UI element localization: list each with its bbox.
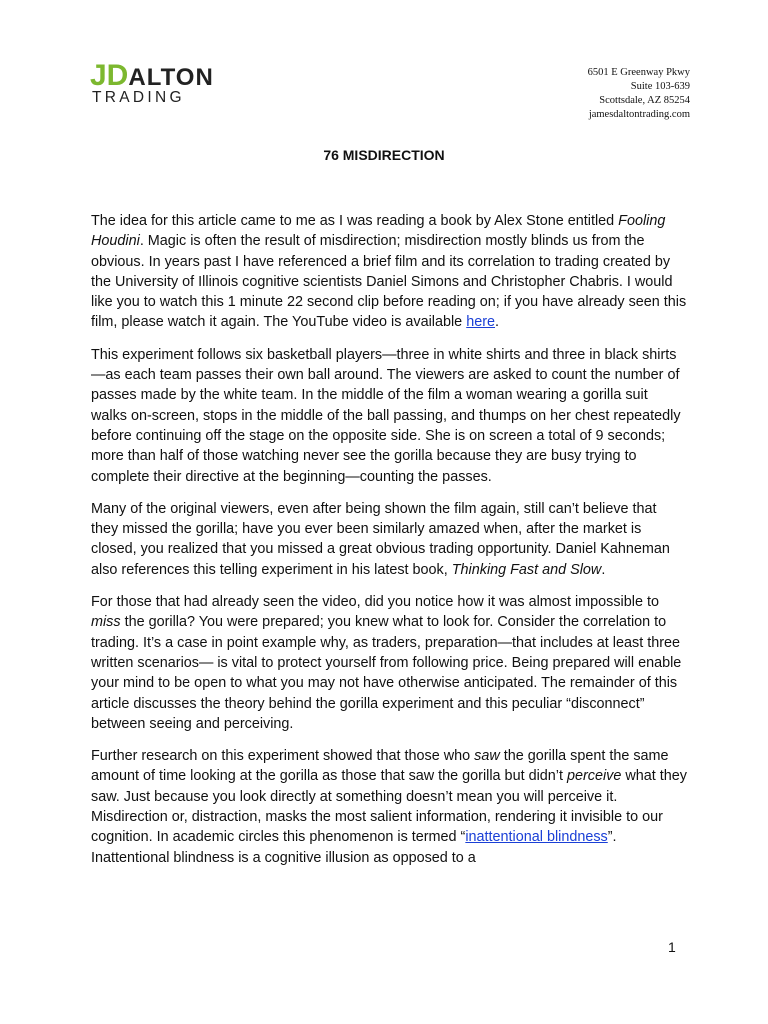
logo-trading: TRADING <box>92 89 185 106</box>
article-title: 76 MISDIRECTION <box>323 147 445 163</box>
address-line-suite: Suite 103-639 <box>630 81 690 92</box>
logo-wordmark <box>90 59 214 92</box>
text-segment: the gorilla? You were prepared; you knew what to look for. Consider the correlation to trading. It’s a case in point example why, as traders, preparation—that includes at least three written scenarios— is vital to protect yourself from following price. Being prepared will enable your mind to be open to what you may not have otherwise anticipated. The remainder of this article discusses the theory behind the gorilla experiment and this peculiar “disconnect” between seeing and perceiving. <box>91 614 682 732</box>
text-segment: ”. Inattentional blindness is a cognitive illusion as opposed to a <box>91 829 617 866</box>
text-segment: . <box>601 561 606 578</box>
paragraph <box>91 345 687 487</box>
address-line-city: Scottsdale, AZ 85254 <box>599 95 690 106</box>
inline-link[interactable]: here <box>466 314 496 331</box>
text-segment: the gorilla spent the same amount of time looking at the gorilla as those that saw the gorilla but didn’t <box>91 748 669 785</box>
company-address <box>588 66 690 122</box>
text-segment: Further research on this experiment showed that those who <box>91 748 475 765</box>
text-segment: what they saw. Just because you look directly at something doesn’t mean you will perceive it. Misdirection or, distraction, masks the most salient information, rendering it invisible to our cognition. In academic circles this phenomenon is termed “ <box>91 768 687 846</box>
page-number: 1 <box>668 939 676 955</box>
text-segment: For those that had already seen the video, did you notice how it was almost impossible to <box>91 594 659 611</box>
logo-jd: JD <box>90 59 129 92</box>
text-segment: Many of the original viewers, even after being shown the film again, still can’t believe that they missed the gorilla; have you ever been similarly amazed when, after the market is closed, you realized that you missed a great obvious trading opportunity. Daniel Kahneman also references this telling experiment in his latest book, <box>91 500 670 578</box>
paragraph <box>91 592 687 734</box>
italic-text: saw <box>474 748 500 765</box>
text-segment: The idea for this article came to me as I was reading a book by Alex Stone entitled <box>91 213 619 229</box>
article-body <box>91 211 687 880</box>
inline-link[interactable]: inattentional blindness <box>465 829 608 846</box>
italic-text: Thinking Fast and Slow <box>451 561 602 578</box>
italic-text: Fooling Houdini <box>91 213 666 250</box>
text-segment: . <box>495 314 500 331</box>
logo-alton: ALTON <box>128 64 214 91</box>
address-line-street: 6501 E Greenway Pkwy <box>587 67 690 78</box>
company-logo <box>90 59 230 110</box>
italic-text: perceive <box>566 768 622 785</box>
text-segment: This experiment follows six basketball players—three in white shirts and three in black shirts—as each team passes their own ball around. The viewers are asked to count the number of passes made by the white team. In the middle of the film a woman wearing a gorilla suit walks on-screen, stops in the middle of the ball passing, and thumps on her chest repeatedly before continuing off the stage on the opposite side. She is on screen a total of 9 seconds; more than half of those watching never see the gorilla because they are busy trying to complete their directive at the beginning—counting the passes. <box>91 346 681 485</box>
address-line-website: jamesdaltontrading.com <box>588 109 690 120</box>
paragraph <box>91 499 687 580</box>
paragraph <box>91 211 687 333</box>
paragraph <box>91 746 687 868</box>
italic-text: miss <box>91 614 121 631</box>
text-segment: . Magic is often the result of misdirection; misdirection mostly blinds us from the obvious. In years past I have referenced a brief film and its correlation to trading created by the University of Illinois cognitive scientists Daniel Simons and Christopher Chabris. I would like you to watch this 1 minute 22 second clip before reading on; if you have already seen this film, please watch it again. The YouTube video is available <box>91 233 687 331</box>
